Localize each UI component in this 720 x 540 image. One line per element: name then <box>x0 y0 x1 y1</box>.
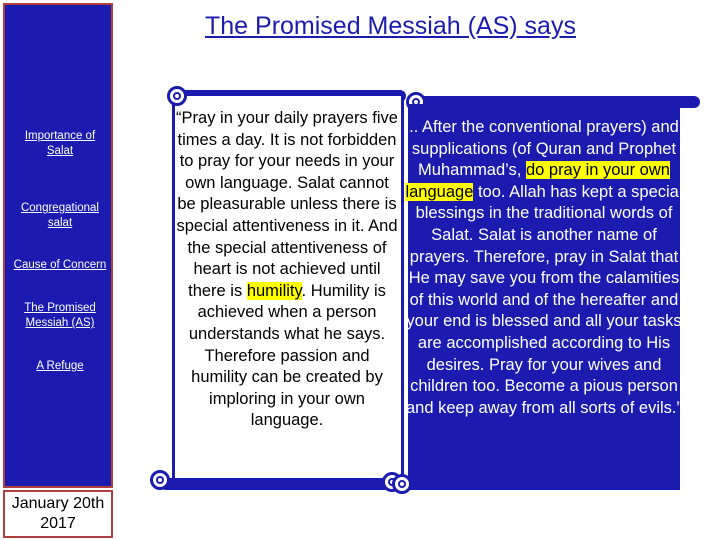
quote-left-part-2: . Humility is achieved when a person understands what he says. Therefore passion and humility can be created by imploring in your own language. <box>188 281 386 430</box>
scroll-curl-icon <box>150 470 170 490</box>
sidebar-nav <box>3 3 113 488</box>
scroll-curl-icon <box>167 86 187 106</box>
highlight-pray-own-language: do pray in your own language <box>405 161 670 201</box>
quote-left-text <box>176 108 398 432</box>
scroll-bottom-bar-left <box>160 478 400 490</box>
quote-right-part-2: too. Allah has kept a special blessings in the traditional words of Salat. Salat is another name of prayers. Therefore, pray in Salat that He may save you from the calamities of this world and of the hereafter and your end is blessed and all your tasks are accomplished according to His desires. Pray for your wives and children too. Become a pious person and keep away from all sorts of evils.” <box>405 182 683 417</box>
scroll-curl-icon <box>392 474 412 494</box>
quote-right-part-1: .. After the conventional prayers) and supplications (of Quran and Prophet Muhammad’s, <box>409 118 679 180</box>
quote-right-text <box>405 117 683 419</box>
sidebar-item-importance-of-salat[interactable]: Importance of Salat <box>24 130 96 157</box>
sidebar-item-cause-of-concern[interactable]: Cause of Concern <box>13 259 107 271</box>
date-label: January 20th 2017 <box>3 490 113 538</box>
highlight-humility: humility <box>246 281 302 300</box>
page-title: The Promised Messiah (AS) says <box>205 12 576 40</box>
sidebar-item-congregational-salat[interactable]: Congregational salat <box>20 202 99 229</box>
sidebar-item-a-refuge[interactable]: A Refuge <box>36 360 84 372</box>
quote-left-part-1: “Pray in your daily prayers five times a day. It is not forbidden to pray for your needs in your own language. Salat cannot be pleasurable unless there is special attentiveness in it. And the special attentiveness of heart is not achieved until there is <box>176 109 398 300</box>
sidebar-item-promised-messiah[interactable]: The Promised Messiah (AS) <box>24 302 96 329</box>
